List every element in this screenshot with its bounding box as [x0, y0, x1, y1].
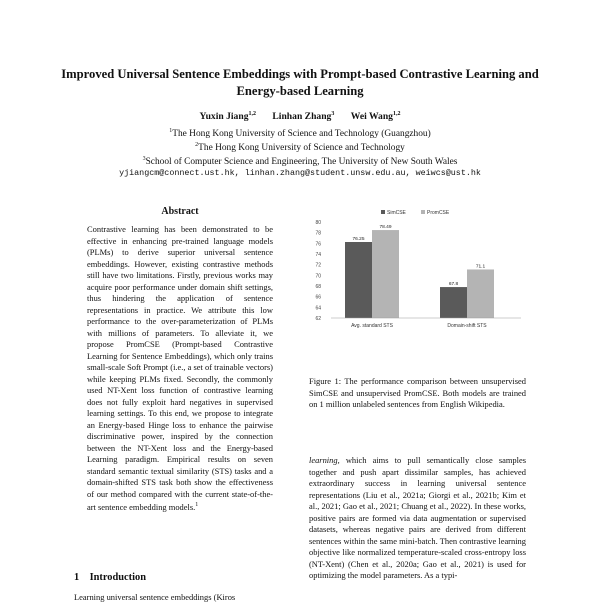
affiliation: $^3$School of Computer Science and Engineering, The University of New South Wales [142, 156, 458, 168]
author: Linhan Zhang$^3$ [272, 111, 335, 123]
author: Yuxin Jiang$^{1,2}$ [199, 111, 256, 123]
section-heading: 1 Introduction [74, 572, 146, 583]
abstract-heading: Abstract [161, 206, 199, 217]
y-tick-label: 64 [315, 305, 321, 312]
intro-first-line: Learning universal sentence embeddings (Kiros [74, 592, 236, 602]
bar [372, 230, 399, 318]
legend-swatch [421, 210, 425, 214]
legend-label: PromCSE [427, 210, 450, 216]
affiliation: $^1$The Hong Kong University of Science and Technology (Guangzhou) [169, 128, 431, 140]
y-tick-label: 70 [315, 273, 321, 280]
chart-bars [345, 224, 494, 318]
y-tick-label: 78 [315, 230, 321, 237]
y-tick-label: 66 [315, 294, 321, 301]
y-tick-label: 76 [315, 241, 321, 248]
legend-label: SimCSE [387, 210, 406, 216]
bar-chart [303, 200, 528, 350]
affiliation: $^2$The Hong Kong University of Science and Technology [195, 142, 405, 154]
y-tick-label: 68 [315, 284, 321, 290]
chart-legend [381, 210, 450, 216]
abstract-body: Contrastive learning has been demonstrated to be effective in enhancing pre-trained language models (PLMs) to derive superior universal sentence embeddings. However, existing contrastive methods still have two limitations. Firstly, previous works may acquire poor performance under domain shift settings, thus hindering the application of sentence representations in practice. We attribute this low performance to the over-parameterization of PLMs with millions of parameters. To alleviate it, we propose PromCSE (Prompt-based Contrastive Learning for Sentence Embeddings), which only trains small-scale Soft Prompt (i.e., a set of trainable vectors) while keeping PLMs fixed. Secondly, the commonly used NT-Xent loss function of contrastive learning does not fully exploit hard negatives in supervised learning settings. To this end, we propose to integrate an Energy-based Hinge loss to enhance the pairwise discriminative power, inspired by the connection between the NT-Xent loss and the Energy-based Learning paradigm. Empirical results on seven standard semantic textual similarity (STS) tasks and a domain-shifted STS task both show the effectiveness of our method compared with the current state-of-the-art sentence embedding models.$^1$ [87, 224, 273, 512]
x-tick-label: Domain-shift STS [447, 323, 487, 329]
y-axis [315, 220, 321, 322]
y-tick-label: 72 [315, 262, 321, 269]
author: Wei Wang$^{1,2}$ [350, 111, 401, 123]
figure-caption: Figure 1: The performance comparison between unsupervised SimCSE and unsupervised PromCSE. Both models are trained on 1 million unlabeled sentences from English Wikipedia. [309, 376, 526, 409]
bar-value-label: 78.49 [379, 225, 392, 231]
bar-value-label: 71.1 [475, 264, 486, 270]
bar-value-label: 76.25 [352, 237, 365, 242]
bar [440, 287, 467, 318]
paper-title: Improved Universal Sentence Embeddings with Prompt-based Contrastive Learning and Energy-based Learning [61, 67, 539, 98]
legend-swatch [381, 210, 385, 214]
intro-continued-text: learning, which aims to pull semantically close samples together and push apart dissimilar samples, has achieved extraordinary success in learning universal sentence representations (Liu et al., 2021a; Giorgi et al., 2021b; Kim et al., 2021; Gao et al., 2021; Chuang et al., 2022). In these works, positive pairs are formed via data augmentation or supervised datasets, whereas negative pairs are derived from different sentences within the same mini-batch. Then contrastive learning objective like normalized temperature-scaled cross-entropy loss (NT-Xent) (Chen et al., 2020a; Gao et al., 2021) is used for optimizing the model parameters. As a typi- [309, 455, 526, 580]
author-list [40, 111, 560, 122]
y-tick-label: 62 [315, 316, 321, 322]
x-tick-label: Avg. standard STS [351, 323, 393, 329]
author-emails: yjiangcm@connect.ust.hk, linhan.zhang@student.unsw.edu.au, weiwcs@ust.hk [119, 168, 481, 178]
y-tick-label: 74 [315, 252, 321, 258]
x-axis-labels [351, 323, 487, 329]
bar [467, 269, 494, 318]
bar-value-label: 67.8 [448, 282, 459, 288]
bar [345, 242, 372, 318]
y-tick-label: 80 [315, 220, 321, 226]
